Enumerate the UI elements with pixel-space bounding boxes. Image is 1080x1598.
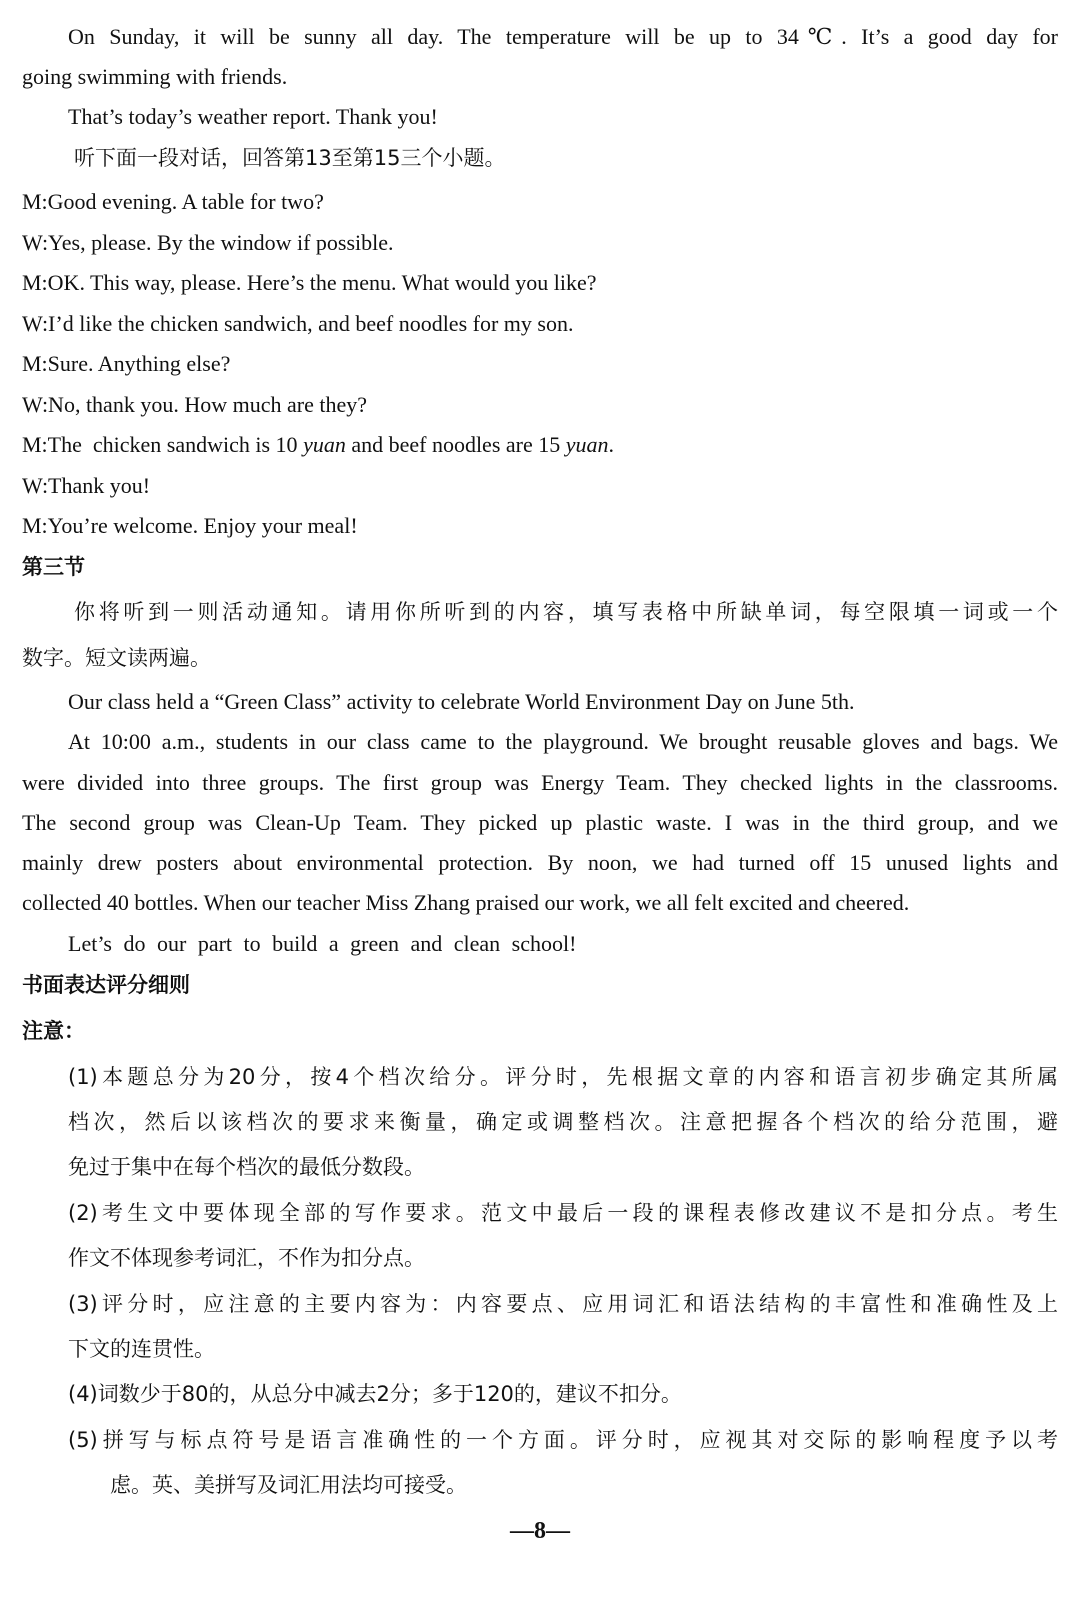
- rubric-line: (2)考生文中要体现全部的写作要求。范文中最后一段的课程表修改建议不是扣分点。考生: [68, 1201, 1058, 1225]
- rubric-line: 档次，然后以该档次的要求来衡量，确定或调整档次。注意把握各个档次的给分范围，避: [68, 1110, 1058, 1134]
- rubric-line: 免过于集中在每个档次的最低分数段。: [68, 1155, 425, 1179]
- section-instruction-cont: 数字。短文读两遍。: [22, 646, 211, 670]
- price-unit: yuan: [565, 432, 609, 457]
- dialogue-line: M:Good evening. A table for two?: [22, 189, 324, 214]
- price-text: .: [608, 432, 615, 457]
- rubric-line: 下文的连贯性。: [68, 1337, 215, 1361]
- passage-line: mainly drew posters about environmental protection. By noon, we had turned off 15 unused lights and: [22, 850, 1058, 875]
- rubric-line: 虑。英、美拼写及词汇用法均可接受。: [110, 1473, 467, 1497]
- price-text: and beef noodles are 15: [345, 432, 566, 457]
- price-text: M:The chicken sandwich is 10: [22, 432, 304, 457]
- dialogue-instruction: 听下面一段对话，回答第13至第15三个小题。: [74, 146, 506, 170]
- dialogue-line: W:No, thank you. How much are they?: [22, 392, 367, 417]
- dialogue-line: W:I’d like the chicken sandwich, and beef noodles for my son.: [22, 311, 574, 336]
- dialogue-line: W:Thank you!: [22, 473, 151, 498]
- rubric-line: (5)拼写与标点符号是语言准确性的一个方面。评分时，应视其对交际的影响程度予以考: [68, 1428, 1058, 1452]
- passage-line: Our class held a “Green Class” activity to celebrate World Environment Day on June 5th.: [68, 689, 855, 714]
- passage-line: collected 40 bottles. When our teacher Miss Zhang praised our work, we all felt excited and cheered.: [22, 890, 910, 915]
- weather-sunday-line-cont: going swimming with friends.: [22, 64, 288, 89]
- passage-line: At 10:00 a.m., students in our class came to the playground. We brought reusable gloves and bags. We: [68, 729, 1058, 754]
- page-number: —8—: [510, 1518, 570, 1544]
- rubric-line: (3)评分时，应注意的主要内容为：内容要点、应用词汇和语法结构的丰富性和准确性及上: [68, 1292, 1058, 1316]
- dialogue-price-line: [22, 430, 1058, 460]
- weather-thanks: That’s today’s weather report. Thank you!: [68, 104, 438, 129]
- weather-sunday-line: On Sunday, it will be sunny all day. The temperature will be up to 34℃. It’s a good day for: [68, 24, 1058, 49]
- dialogue-line: M:OK. This way, please. Here’s the menu. What would you like?: [22, 270, 597, 295]
- rubric-line: (4)词数少于80的，从总分中减去2分；多于120的，建议不扣分。: [68, 1382, 682, 1406]
- passage-line: The second group was Clean-Up Team. They picked up plastic waste. I was in the third group, and we: [22, 810, 1058, 835]
- passage-line: Let’s do our part to build a green and clean school!: [68, 931, 577, 956]
- price-unit: yuan: [303, 432, 346, 457]
- rubric-line: 作文不体现参考词汇，不作为扣分点。: [68, 1246, 425, 1270]
- section-instruction: 你将听到一则活动通知。请用你所听到的内容，填写表格中所缺单词，每空限填一词或一个: [74, 600, 1058, 624]
- rubric-line: (1)本题总分为20分，按4个档次给分。评分时，先根据文章的内容和语言初步确定其所属: [68, 1065, 1058, 1089]
- rubric-note-label: 注意：: [22, 1019, 85, 1043]
- dialogue-line: M:You’re welcome. Enjoy your meal!: [22, 513, 358, 538]
- section-heading: 第三节: [22, 555, 85, 579]
- rubric-heading: 书面表达评分细则: [22, 973, 190, 997]
- dialogue-line: W:Yes, please. By the window if possible.: [22, 230, 394, 255]
- dialogue-line: M:Sure. Anything else?: [22, 351, 231, 376]
- passage-line: were divided into three groups. The first group was Energy Team. They checked lights in the classrooms.: [22, 770, 1058, 795]
